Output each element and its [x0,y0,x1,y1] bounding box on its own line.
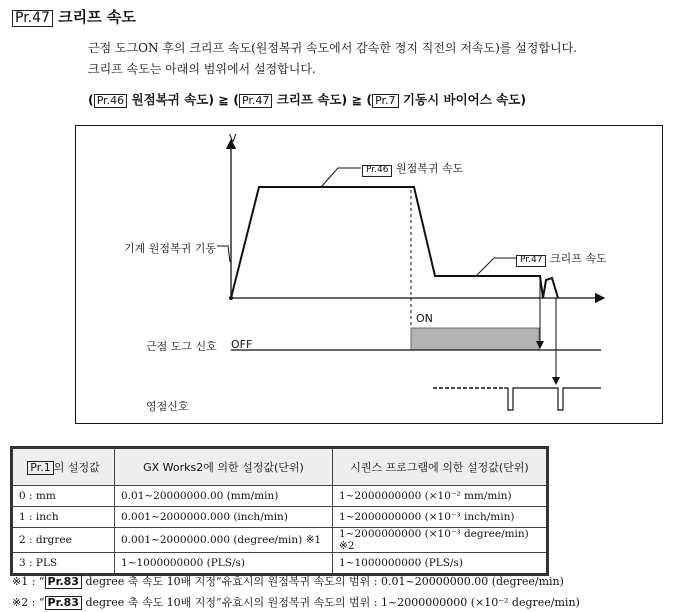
setting-table [12,448,547,574]
table-row [13,553,547,574]
header-suffix: 의 설정값 [53,460,100,474]
cell-sequence: 1~2000000000 (×10⁻² mm/min) [333,486,547,507]
timing-diagram [75,125,663,424]
ineq-op: ) ≧ ( [341,92,373,107]
table-header-row [13,449,547,486]
intro-text [88,38,577,80]
speed-inequality [88,90,526,108]
on-label: ON [416,312,433,325]
cell-sequence: 1~2000000000 (×10⁻³ degree/min) ※2 [333,528,547,553]
footnote-2 [12,594,580,610]
pr47-text: 크리프 속도 [549,252,607,265]
param-tag: Pr.83 [45,575,82,589]
cell-unit: 1 : inch [13,507,115,528]
ineq-text: 원점복귀 속도 [131,92,209,107]
intro-line-1: 근점 도그ON 후의 크리프 속도(원점복귀 속도에서 감속한 정지 직전의 저속도)를 설정합니다. [88,41,577,55]
pr46-text: 원점복귀 속도 [395,162,464,175]
cell-sequence: 1~2000000000 (×10⁻³ inch/min) [333,507,547,528]
pr46-callout [321,168,361,187]
header-setting-value [13,449,115,486]
paren: ( [88,92,94,107]
cell-gxworks: 0.001~2000000.000 (inch/min) [115,507,333,528]
intro-line-2: 크리프 속도는 아래의 범위에서 설정합니다. [88,62,316,76]
param-tag: Pr.1 [27,461,53,475]
dog-signal-label: 근점 도그 신호 [146,340,217,353]
off-label: OFF [231,338,253,351]
dog-on-region [411,328,539,350]
param-tag: Pr.47 [12,10,53,27]
page-title [12,6,136,27]
zero-signal-label: 영점신호 [146,400,189,413]
header-gxworks: GX Works2에 의한 설정값(단위) [115,449,333,486]
param-tag: Pr.46 [94,94,127,108]
zero-signal [504,388,601,410]
pr47-callout [476,258,516,276]
param-tag: Pr.47 [239,94,272,108]
note-text: degree 축 속도 10배 지정”유효시의 원점복귀 속도의 범위 : 1~2000000000 (×10⁻² degree/min) [81,596,580,609]
cell-gxworks: 1~1000000000 (PLS/s) [115,553,333,574]
ineq-op: ) ≧ ( [208,92,239,107]
v-axis-label: V [229,132,237,145]
cell-gxworks: 0.001~2000000.000 (degree/min) ※1 [115,528,333,553]
param-tag: Pr.46 [362,165,392,177]
ineq-text: 기동시 바이어스 속도 [402,92,521,107]
param-tag: Pr.83 [45,596,82,610]
header-sequence: 시퀀스 프로그램에 의한 설정값(단위) [333,449,547,486]
table-row [13,528,547,553]
note-prefix: ※1 : “ [12,575,45,588]
param-tag: Pr.7 [372,94,398,108]
footnote-1 [12,573,564,589]
pr46-label [362,160,463,177]
cell-sequence: 1~1000000000 (PLS/s) [333,553,547,574]
speed-profile [231,187,558,298]
pr47-label [516,250,607,267]
param-tag: Pr.47 [516,255,546,267]
note-text: degree 축 속도 10배 지정”유효시의 원점복귀 속도의 범위 : 0.01~20000000.00 (degree/min) [81,575,564,588]
cell-gxworks: 0.01~20000000.00 (mm/min) [115,486,333,507]
cell-unit: 2 : drgree [13,528,115,553]
paren: ) [520,92,527,107]
title-text: 크리프 속도 [58,8,136,26]
start-callout [217,246,230,262]
ineq-text: 크리프 속도 [276,92,342,107]
start-label: 기계 원점복귀 기동 [124,242,217,255]
cell-unit: 0 : mm [13,486,115,507]
note-prefix: ※2 : “ [12,596,45,609]
table-row [13,486,547,507]
cell-unit: 3 : PLS [13,553,115,574]
table-row [13,507,547,528]
